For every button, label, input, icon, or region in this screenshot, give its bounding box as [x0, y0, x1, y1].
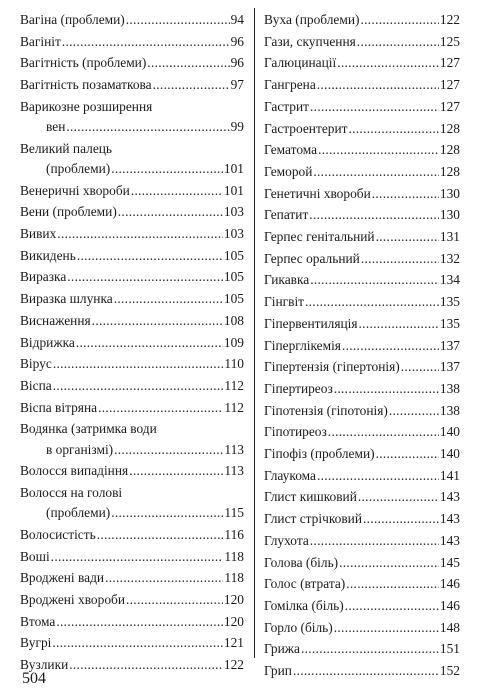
- index-entry: [264, 422, 460, 442]
- index-entry-line: [264, 618, 460, 638]
- index-entry-page: 138: [439, 402, 460, 418]
- index-entry-term: Вроджені хвороби: [20, 591, 125, 607]
- index-entry-page: 127: [439, 55, 460, 71]
- index-entry-line: [20, 32, 244, 52]
- index-entry-term: Віспа вітряна: [20, 399, 98, 415]
- index-entry-page: 112: [224, 377, 244, 393]
- index-entry: [264, 227, 460, 247]
- index-entry-page: 109: [223, 334, 244, 350]
- index-entry-line: [264, 596, 460, 616]
- dot-leader: [126, 10, 230, 30]
- dot-leader: [118, 202, 223, 222]
- index-entry-term: Галюцинації: [264, 55, 337, 71]
- index-entry-page: 140: [439, 424, 460, 440]
- index-entry-page: 112: [224, 399, 244, 415]
- dot-leader: [69, 655, 223, 675]
- index-entry-line: [20, 333, 244, 353]
- index-entry: [20, 267, 244, 287]
- dot-leader: [57, 224, 223, 244]
- index-column-left: [20, 10, 244, 677]
- index-entry: [264, 292, 460, 312]
- index-entry-line: [20, 267, 244, 287]
- index-entry-page: 118: [224, 548, 244, 564]
- index-entry-term: Вагіна (проблеми): [20, 12, 125, 27]
- index-entry-page: 94: [230, 12, 244, 27]
- index-entry: [264, 314, 460, 334]
- index-entry-term: Виразка шлунка: [20, 291, 113, 307]
- index-entry-page: 131: [439, 229, 460, 245]
- index-entry: [264, 466, 460, 486]
- index-entry: [264, 32, 460, 52]
- index-entry: [264, 270, 460, 290]
- index-entry: [264, 249, 460, 269]
- index-entry-term: Глист кишковий: [264, 489, 357, 505]
- page-number: 504: [22, 670, 46, 687]
- dot-leader: [97, 525, 224, 545]
- index-entry-page: 135: [439, 294, 460, 310]
- index-entry-term: Вагініт: [20, 33, 61, 49]
- dot-leader: [361, 249, 439, 269]
- dot-leader: [56, 612, 223, 632]
- index-entry-term: Голос (втрата): [264, 576, 346, 592]
- index-entry-line: [264, 661, 460, 681]
- index-entry-term: Горло (біль): [264, 619, 333, 635]
- index-entry-line: [20, 461, 244, 481]
- dot-leader: [129, 461, 223, 481]
- index-entry-page: 146: [439, 576, 460, 592]
- index-entry-term: вен: [46, 119, 66, 135]
- index-entry: [264, 487, 460, 507]
- dot-leader: [345, 596, 439, 616]
- index-entry-line: [20, 376, 244, 396]
- dot-leader: [318, 140, 439, 160]
- index-entry-line: [20, 655, 244, 675]
- index-entry-term: Гіпертиреоз: [264, 380, 333, 396]
- dot-leader: [357, 32, 439, 52]
- index-entry-page: 137: [439, 359, 460, 375]
- index-entry-term: (проблеми): [46, 160, 111, 176]
- dot-leader: [126, 590, 223, 610]
- index-entry-term: Гіпофіз (проблеми): [264, 446, 375, 462]
- index-entry-term: Гомілка (біль): [264, 597, 344, 613]
- dot-leader: [313, 162, 439, 182]
- dot-leader: [153, 75, 230, 95]
- index-entry-page: 130: [439, 207, 460, 223]
- index-entry: [20, 419, 244, 459]
- index-entry: [20, 311, 244, 331]
- index-entry: [20, 333, 244, 353]
- index-entry-line: [20, 503, 244, 523]
- index-entry-page: 143: [439, 489, 460, 505]
- dot-leader: [328, 422, 439, 442]
- index-entry-line: [264, 10, 460, 30]
- index-entry-page: 103: [223, 204, 244, 220]
- dot-leader: [342, 336, 439, 356]
- dot-leader: [111, 159, 223, 179]
- index-entry-line: [20, 525, 244, 545]
- index-entry-line: [20, 75, 244, 95]
- index-entry-term: Гастроентерит: [264, 120, 348, 136]
- index-entry-term: Викидень: [20, 247, 76, 263]
- dot-leader: [358, 487, 439, 507]
- index-entry-page: 120: [223, 591, 244, 607]
- index-entry: [20, 75, 244, 95]
- index-entry-term: Венеричні хвороби: [20, 182, 130, 198]
- index-entry-term: Гангрена: [264, 77, 316, 93]
- index-entry-term: Грижа: [264, 641, 300, 657]
- index-entry-page: 140: [439, 446, 460, 462]
- index-entry-page: 110: [224, 356, 244, 372]
- dot-leader: [53, 376, 224, 396]
- index-entry: [264, 444, 460, 464]
- index-entry: [20, 633, 244, 653]
- index-entry-term: Голова (біль): [264, 554, 339, 570]
- index-entry: [264, 661, 460, 681]
- index-entry-line: [20, 612, 244, 632]
- index-entry-line: [264, 140, 460, 160]
- index-entry-line: [264, 336, 460, 356]
- dot-leader: [92, 311, 223, 331]
- index-entry-page: 135: [439, 315, 460, 331]
- dot-leader: [372, 184, 439, 204]
- index-entry-page: 105: [223, 247, 244, 263]
- index-entry-term: Вугрі: [20, 635, 52, 651]
- index-entry: [20, 612, 244, 632]
- index-entry-line: [20, 224, 244, 244]
- dot-leader: [334, 618, 439, 638]
- index-entry-term: Виразка: [20, 269, 67, 285]
- index-entry: [20, 246, 244, 266]
- index-entry: [264, 205, 460, 225]
- index-entry-term-start: Волосся на голові: [20, 484, 123, 500]
- index-entry-line: [264, 292, 460, 312]
- index-entry-term: Грип: [264, 663, 292, 679]
- index-entry-term: Генетичні хвороби: [264, 185, 371, 201]
- index-entry-line: [20, 53, 244, 73]
- dot-leader: [66, 117, 229, 137]
- index-entry-line: [264, 184, 460, 204]
- index-entry-line: [264, 249, 460, 269]
- index-entry-page: 113: [224, 463, 244, 479]
- index-entry-line: [264, 379, 460, 399]
- index-entry-line: [20, 202, 244, 222]
- index-entry: [20, 32, 244, 52]
- index-entry-term: Вуха (проблеми): [264, 12, 360, 27]
- dot-leader: [334, 379, 439, 399]
- dot-leader: [360, 10, 438, 30]
- index-entry-line: [264, 444, 460, 464]
- dot-leader: [376, 227, 439, 247]
- index-entry-page: 137: [439, 337, 460, 353]
- index-entry-term: Втома: [20, 613, 56, 629]
- index-entry-page: 115: [224, 505, 244, 521]
- index-entry-line: [20, 354, 244, 374]
- index-entry-term: Гіпотиреоз: [264, 424, 327, 440]
- dot-leader: [114, 289, 223, 309]
- index-entry-line: [20, 10, 244, 30]
- index-entry-page: 101: [223, 182, 244, 198]
- index-entry-page: 128: [439, 120, 460, 136]
- index-entry-line: [264, 270, 460, 290]
- index-entry-term-start: Великий палець: [20, 140, 113, 156]
- index-entry-term: Відрижка: [20, 334, 75, 350]
- index-entry: [20, 568, 244, 588]
- index-entry-term: Вагітність позаматкова: [20, 77, 152, 93]
- index-entry-page: 148: [439, 619, 460, 635]
- index-entry: [20, 53, 244, 73]
- index-entry-term: Гепатит: [264, 207, 309, 223]
- dot-leader: [77, 246, 223, 266]
- dot-leader: [310, 531, 439, 551]
- index-entry-page: 143: [439, 532, 460, 548]
- index-entry-term: Геморой: [264, 163, 313, 179]
- index-entry: [264, 140, 460, 160]
- index-entry: [20, 202, 244, 222]
- dot-leader: [67, 267, 223, 287]
- index-entry-term: Вивих: [20, 226, 57, 242]
- index-entry: [20, 289, 244, 309]
- index-entry: [20, 525, 244, 545]
- dot-leader: [339, 553, 439, 573]
- index-entry-line: [264, 32, 460, 52]
- index-entry: [264, 553, 460, 573]
- index-entry-term: Вагітність (проблеми): [20, 55, 147, 71]
- index-entry-line: [20, 181, 244, 201]
- index-entry-line: [20, 633, 244, 653]
- index-entry-line: [264, 357, 460, 377]
- index-entry: [20, 547, 244, 567]
- index-entry-line: [264, 422, 460, 442]
- dot-leader: [111, 503, 223, 523]
- index-entry-line: [20, 440, 244, 460]
- index-entry: [264, 401, 460, 421]
- dot-leader: [317, 75, 439, 95]
- index-entry-line: [264, 205, 460, 225]
- index-entry-line: [264, 162, 460, 182]
- dot-leader: [363, 509, 439, 529]
- index-entry-term: в організмі): [46, 441, 114, 457]
- index-entry-term: Вени (проблеми): [20, 204, 117, 220]
- index-entry-line: [264, 639, 460, 659]
- index-entry: [20, 483, 244, 523]
- index-entry: [264, 53, 460, 73]
- dot-leader: [131, 181, 223, 201]
- index-entry-line: [264, 509, 460, 529]
- index-entry: [264, 97, 460, 117]
- dot-leader: [309, 205, 439, 225]
- index-entry: [20, 354, 244, 374]
- index-entry-line: [264, 401, 460, 421]
- index-entry-page: 108: [223, 312, 244, 328]
- dot-leader: [305, 292, 439, 312]
- index-entry: [264, 574, 460, 594]
- index-entry: [264, 119, 460, 139]
- index-entry-term: Гази, скупчення: [264, 33, 356, 49]
- index-entry: [264, 596, 460, 616]
- index-entry-page: 134: [439, 272, 460, 288]
- index-entry-line: [264, 227, 460, 247]
- index-entry-line: [20, 398, 244, 418]
- index-entry: [20, 655, 244, 675]
- index-entry-line: [264, 553, 460, 573]
- index-entry-page: 96: [230, 33, 244, 49]
- dot-leader: [310, 270, 439, 290]
- index-entry-page: 141: [439, 467, 460, 483]
- index-entry-page: 127: [439, 98, 460, 114]
- index-entry-page: 125: [439, 33, 460, 49]
- index-entry: [264, 639, 460, 659]
- index-entry-line: [20, 311, 244, 331]
- index-entry-page: 120: [223, 613, 244, 629]
- index-entry-term: Воші: [20, 548, 50, 564]
- index-entry-page: 128: [439, 163, 460, 179]
- index-entry-line: [264, 75, 460, 95]
- column-divider: [254, 8, 255, 658]
- index-entry-page: 96: [230, 55, 244, 71]
- dot-leader: [301, 639, 439, 659]
- index-entry-term: Волосся випадіння: [20, 463, 129, 479]
- index-entry-page: 152: [439, 663, 460, 679]
- index-entry-term: Глухота: [264, 532, 309, 548]
- index-entry-term: Вроджені вади: [20, 570, 105, 586]
- dot-leader: [62, 32, 230, 52]
- index-entry-line: [264, 487, 460, 507]
- index-entry-line: [264, 531, 460, 551]
- index-entry-page: 122: [439, 12, 460, 27]
- index-entry: [264, 357, 460, 377]
- index-entry-page: 145: [439, 554, 460, 570]
- dot-leader: [147, 53, 229, 73]
- index-entry-page: 101: [223, 160, 244, 176]
- dot-leader: [348, 119, 438, 139]
- index-entry-term: (проблеми): [46, 505, 111, 521]
- index-entry-term: Вузлики: [20, 657, 69, 673]
- index-entry-term: Герпес генітальний: [264, 229, 375, 245]
- index-entry-page: 105: [223, 291, 244, 307]
- index-entry-line: [20, 289, 244, 309]
- index-entry: [264, 336, 460, 356]
- index-entry: [20, 224, 244, 244]
- index-entry: [264, 531, 460, 551]
- dot-leader: [359, 314, 439, 334]
- index-entry: [264, 509, 460, 529]
- index-entry: [20, 97, 244, 137]
- dot-leader: [53, 354, 224, 374]
- index-entry-term: Гіпервентиляція: [264, 315, 358, 331]
- index-entry: [20, 590, 244, 610]
- index-entry-term: Гіперглікемія: [264, 337, 341, 353]
- index-entry-term: Віспа: [20, 377, 52, 393]
- index-entry-line: [20, 568, 244, 588]
- dot-leader: [337, 53, 439, 73]
- index-entry: [264, 379, 460, 399]
- index-column-right: [264, 10, 460, 683]
- index-entry-page: 122: [223, 657, 244, 673]
- index-entry-page: 103: [223, 226, 244, 242]
- dot-leader: [389, 401, 439, 421]
- index-entry-term: Вірус: [20, 356, 52, 372]
- index-entry-page: 99: [230, 119, 244, 135]
- index-entry-term: Волосистість: [20, 526, 96, 542]
- index-entry-line: [20, 547, 244, 567]
- dot-leader: [401, 357, 439, 377]
- index-entry-term-start: Водянка (затримка води: [20, 421, 157, 437]
- dot-leader: [293, 661, 439, 681]
- index-entry: [264, 618, 460, 638]
- dot-leader: [52, 633, 223, 653]
- index-entry-line: [264, 97, 460, 117]
- index-entry-page: 127: [439, 77, 460, 93]
- index-entry-page: 97: [230, 77, 244, 93]
- dot-leader: [105, 568, 223, 588]
- index-entry-term: Виснаження: [20, 312, 91, 328]
- index-entry-page: 105: [223, 269, 244, 285]
- index-entry: [20, 461, 244, 481]
- index-entry: [264, 162, 460, 182]
- index-entry-term: Гематома: [264, 142, 318, 158]
- index-entry-line: [264, 119, 460, 139]
- dot-leader: [98, 398, 223, 418]
- index-entry-line: [20, 159, 244, 179]
- index-entry-line: [20, 246, 244, 266]
- dot-leader: [76, 333, 223, 353]
- index-entry-term: Гастрит: [264, 98, 310, 114]
- index-entry-page: 118: [224, 570, 244, 586]
- dot-leader: [310, 97, 439, 117]
- index-entry: [20, 181, 244, 201]
- index-entry-line: [20, 590, 244, 610]
- dot-leader: [51, 547, 224, 567]
- index-entry-line: [20, 117, 244, 137]
- index-entry: [20, 10, 244, 30]
- dot-leader: [317, 466, 439, 486]
- index-entry-page: 130: [439, 185, 460, 201]
- index-entry-line: [264, 314, 460, 334]
- index-entry-term: Гіпертензія (гіпертонія): [264, 359, 400, 375]
- index-entry-term: Глаукома: [264, 467, 316, 483]
- index-entry-page: 138: [439, 380, 460, 396]
- index-entry-page: 132: [439, 250, 460, 266]
- index-entry-page: 113: [224, 441, 244, 457]
- index-entry-line: [264, 53, 460, 73]
- index-entry-term: Гіпотензія (гіпотонія): [264, 402, 388, 418]
- index-entry-line: [264, 574, 460, 594]
- index-entry: [264, 75, 460, 95]
- index-entry-page: 121: [223, 635, 244, 651]
- index-entry-term: Гикавка: [264, 272, 310, 288]
- index-entry: [20, 139, 244, 179]
- index-entry: [264, 184, 460, 204]
- index-entry-term: Герпес оральний: [264, 250, 360, 266]
- index-entry-term-start: Варикозне розширення: [20, 98, 153, 114]
- index-entry-line: [264, 466, 460, 486]
- index-entry-page: 128: [439, 142, 460, 158]
- dot-leader: [376, 444, 439, 464]
- index-entry: [20, 398, 244, 418]
- index-entry: [264, 10, 460, 30]
- index-entry-page: 146: [439, 597, 460, 613]
- index-entry: [20, 376, 244, 396]
- index-entry-term: Глист стрічковий: [264, 511, 363, 527]
- index-entry-page: 143: [439, 511, 460, 527]
- index-entry-term: Гінгвіт: [264, 294, 305, 310]
- dot-leader: [346, 574, 439, 594]
- index-entry-page: 151: [439, 641, 460, 657]
- dot-leader: [114, 440, 223, 460]
- index-entry-page: 116: [224, 526, 244, 542]
